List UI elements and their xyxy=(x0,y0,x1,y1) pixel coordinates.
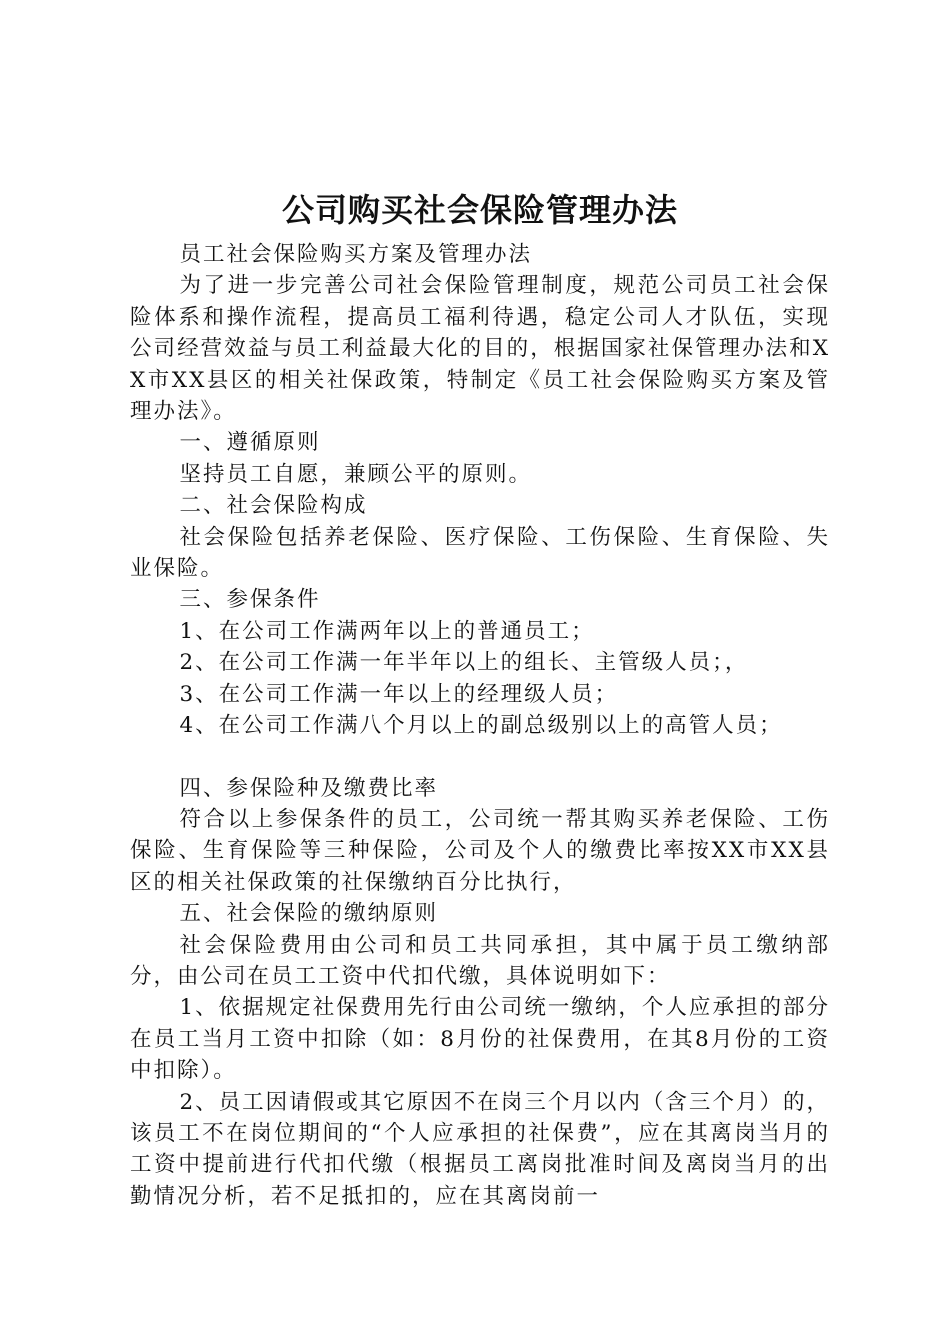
section-heading-rates: 四、参保险种及缴费比率 xyxy=(179,775,438,801)
principles-paragraph: 坚持员工自愿，兼顾公平的原则。 xyxy=(179,461,532,487)
composition-paragraph: 社会保险包括养老保险、医疗保险、工伤保险、生育保险、失业保险。 xyxy=(130,524,830,582)
rates-paragraph: 符合以上参保条件的员工，公司统一帮其购买养老保险、工伤保险、生育保险等三种保险，公司及个人的缴费比率按XX市XX县区的相关社保政策的社保缴纳百分比执行， xyxy=(130,806,830,895)
payment-item: 1、依据规定社保费用先行由公司统一缴纳，个人应承担的部分在员工当月工资中扣除（如：8月份的社保费用，在其8月份的工资中扣除）。 xyxy=(130,995,830,1084)
condition-item: 4、在公司工作满八个月以上的副总级别以上的高管人员； xyxy=(179,713,783,739)
condition-item: 2、在公司工作满一年半年以上的组长、主管级人员；， xyxy=(179,650,749,676)
payment-paragraph: 社会保险费用由公司和员工共同承担，其中属于员工缴纳部分，由公司在员工工资中代扣代缴，具体说明如下： xyxy=(130,932,830,989)
document-title: 公司购买社会保险管理办法 xyxy=(281,191,678,229)
section-heading-composition: 二、社会保险构成 xyxy=(179,493,368,519)
condition-item: 3、在公司工作满一年以上的经理级人员； xyxy=(179,681,619,707)
blank-line xyxy=(130,742,830,773)
payment-item: 2、员工因请假或其它原因不在岗三个月以内（含三个月）的，该员工不在岗位期间的“个人应承担的社保费”，应在其离岗当月的工资中提前进行代扣代缴（根据员工离岗批准时间及离岗当月的出勤情况分析，若不足抵扣的，应在其离岗前一 xyxy=(130,1089,830,1209)
condition-item: 1、在公司工作满两年以上的普通员工； xyxy=(179,618,595,644)
subtitle-paragraph: 员工社会保险购买方案及管理办法 xyxy=(179,242,532,267)
section-heading-payment: 五、社会保险的缴纳原则 xyxy=(179,901,438,927)
document-page xyxy=(130,185,830,1212)
section-heading-conditions: 三、参保条件 xyxy=(179,587,321,613)
intro-paragraph: 为了进一步完善公司社会保险管理制度，规范公司员工社会保险体系和操作流程，提高员工福利待遇，稳定公司人才队伍，实现公司经营效益与员工利益最大化的目的，根据国家社保管理办法和XX市XX县区的相关社保政策，特制定《员工社会保险购买方案及管理办法》。 xyxy=(130,273,830,425)
section-heading-principles: 一、遵循原则 xyxy=(179,430,321,456)
